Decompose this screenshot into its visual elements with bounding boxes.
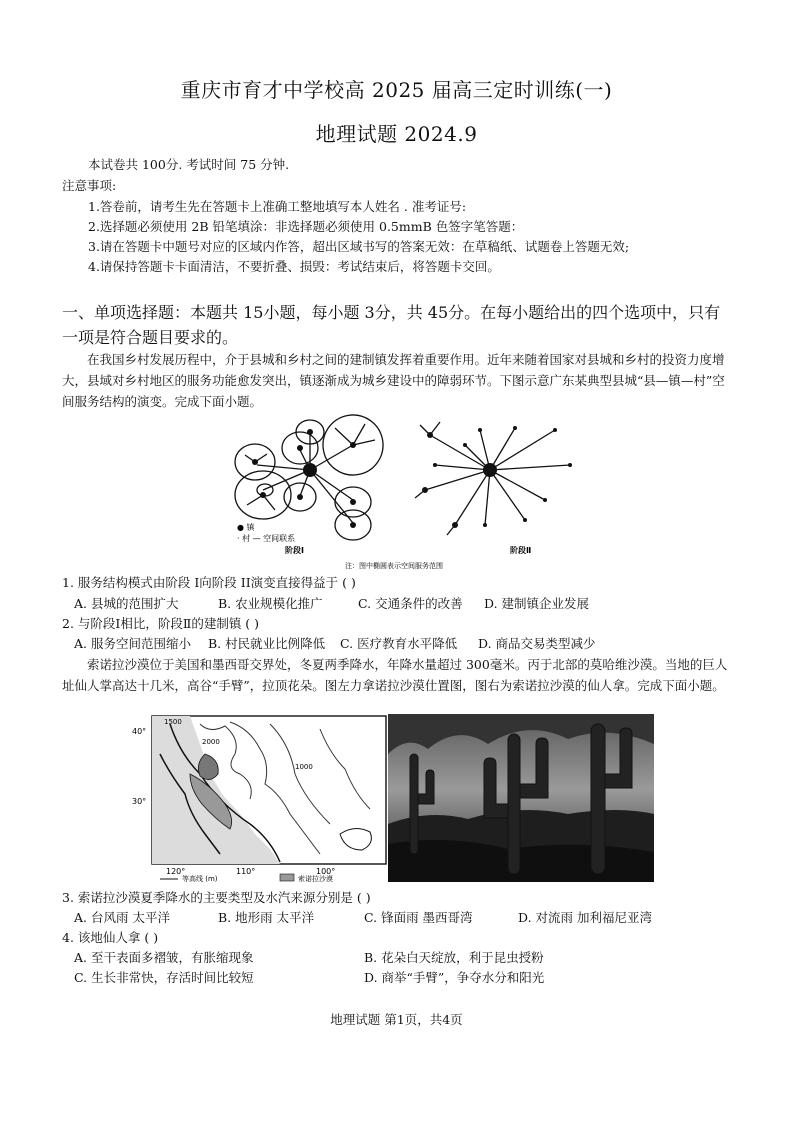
q1-option-b: B. 农业规模化推广 bbox=[218, 596, 323, 611]
cactus-photo bbox=[388, 714, 654, 882]
figure1-caption: 注：图中椭圆表示空间服务范围 bbox=[345, 562, 443, 570]
legend-desert-swatch bbox=[280, 874, 294, 881]
legend-village: · 村 — 空间联系 bbox=[237, 534, 296, 543]
q4-option-b: B. 花朵白天绽放，利于昆虫授粉 bbox=[364, 950, 544, 965]
note-item: 4.请保持答题卡卡面清洁，不要折叠、损毁：考试结束后，将答题卡交回。 bbox=[88, 259, 500, 274]
lon-110: 110° bbox=[236, 867, 256, 876]
figure-service-structure bbox=[225, 410, 575, 575]
contour-1000: 1000 bbox=[295, 763, 313, 771]
figure-sonoran-map bbox=[130, 714, 388, 882]
q3-option-a: A. 台风雨 太平洋 bbox=[74, 910, 170, 925]
stage-1-label: 阶段Ⅰ bbox=[285, 546, 304, 555]
stage-2-label: 阶段Ⅱ bbox=[510, 546, 532, 555]
passage-1: 在我国乡村发展历程中，介于县城和乡村之间的建制镇发挥着重要作用。近年来随着国家对县城和乡村的投资力度增大，县域对乡村地区的服务功能愈发突出，镇逐渐成为城乡建设中的障弱环节。下图示意广东某典型县城“县—镇—村”空间服务结构的演变。完成下面小题。 bbox=[62, 352, 725, 409]
q1-option-c: C. 交通条件的改善 bbox=[358, 596, 463, 611]
q4-option-c: C. 生长非常快，存活时间比较短 bbox=[74, 970, 254, 985]
q1-option-d: D. 建制镇企业发展 bbox=[484, 596, 590, 611]
lon-100: 100° bbox=[316, 867, 336, 876]
question-1-stem: 1. 服务结构模式由阶段 I向阶段 II演变直接得益于 ( ) bbox=[62, 575, 356, 590]
note-item: 2.选择题必须使用 2B 铅笔填涂：非选择题必须使用 0.5mmB 色签字笔答题： bbox=[88, 219, 524, 234]
lat-30: 30° bbox=[132, 797, 147, 806]
q2-option-b: B. 村民就业比例降低 bbox=[208, 636, 326, 651]
q2-option-a: A. 服务空间范围缩小 bbox=[74, 636, 191, 651]
lat-40: 40° bbox=[132, 727, 147, 736]
exam-title: 重庆市育才中学校高 2025 届高三定时训练(一) bbox=[180, 78, 613, 102]
contour-2000: 2000 bbox=[202, 738, 220, 746]
legend-contour: 等高线 (m) bbox=[182, 875, 218, 882]
q2-option-d: D. 商品交易类型减少 bbox=[478, 636, 596, 651]
legend-desert: 索诺拉沙漠 bbox=[298, 875, 333, 882]
note-item: 3.请在答题卡中题号对应的区域内作答，超出区域书写的答案无效：在草稿纸、试题卷上答题无效; bbox=[88, 239, 630, 254]
note-item: 1.答卷前，请考生先在答题卡上准确工整地填写本人姓名 . 准考证号: bbox=[88, 199, 467, 214]
exam-subtitle: 地理试题 2024.9 bbox=[315, 122, 478, 146]
legend-town: ● 镇 bbox=[237, 523, 255, 532]
q3-option-c: C. 锋面雨 墨西哥湾 bbox=[364, 910, 473, 925]
q4-option-a: A. 至干表面多褶皱，有胀缩现象 bbox=[74, 950, 254, 965]
question-4-stem: 4. 该地仙人拿 ( ) bbox=[62, 930, 159, 945]
section-heading: 一、单项选择题：本题共 15小题，每小题 3分，共 45分。在每小题给出的四个选项中，只有 bbox=[62, 303, 721, 322]
q3-option-d: D. 对流雨 加利福尼亚湾 bbox=[518, 910, 652, 925]
page-footer: 地理试题 第1页，共4页 bbox=[330, 1012, 463, 1027]
passage-2: 索诺拉沙漠位于美国和墨西哥交界处，冬夏两季降水，年降水量超过 300毫米。丙于北部的莫哈维沙漠。当地的巨人址仙人掌高达十几米，高谷“手臂”，拉顶花朵。图左力拿诺拉沙漠仕置图，图右为索诺拉沙漠的仙人拿。完成下面小题。 bbox=[62, 657, 728, 693]
q3-option-b: B. 地形雨 太平洋 bbox=[218, 910, 315, 925]
question-2-stem: 2. 与阶段Ⅰ相比，阶段Ⅱ的建制镇 ( ) bbox=[62, 616, 260, 631]
notes-title: 注意事项: bbox=[62, 178, 117, 193]
exam-info: 本试卷共 100分. 考试时间 75 分钟. bbox=[88, 157, 290, 172]
contour-1500: 1500 bbox=[164, 718, 182, 726]
section-heading-cont: 一项是符合题目要求的。 bbox=[62, 328, 239, 347]
q1-option-a: A. 县城的范围扩大 bbox=[74, 596, 179, 611]
lon-120: 120° bbox=[166, 867, 186, 876]
question-3-stem: 3. 索诺拉沙漠夏季降水的主要类型及水汽来源分别是 ( ) bbox=[62, 890, 371, 905]
q4-option-d: D. 商举“手臂”，争夺水分和阳光 bbox=[364, 970, 545, 985]
q2-option-c: C. 医疗教育水平降低 bbox=[340, 636, 458, 651]
